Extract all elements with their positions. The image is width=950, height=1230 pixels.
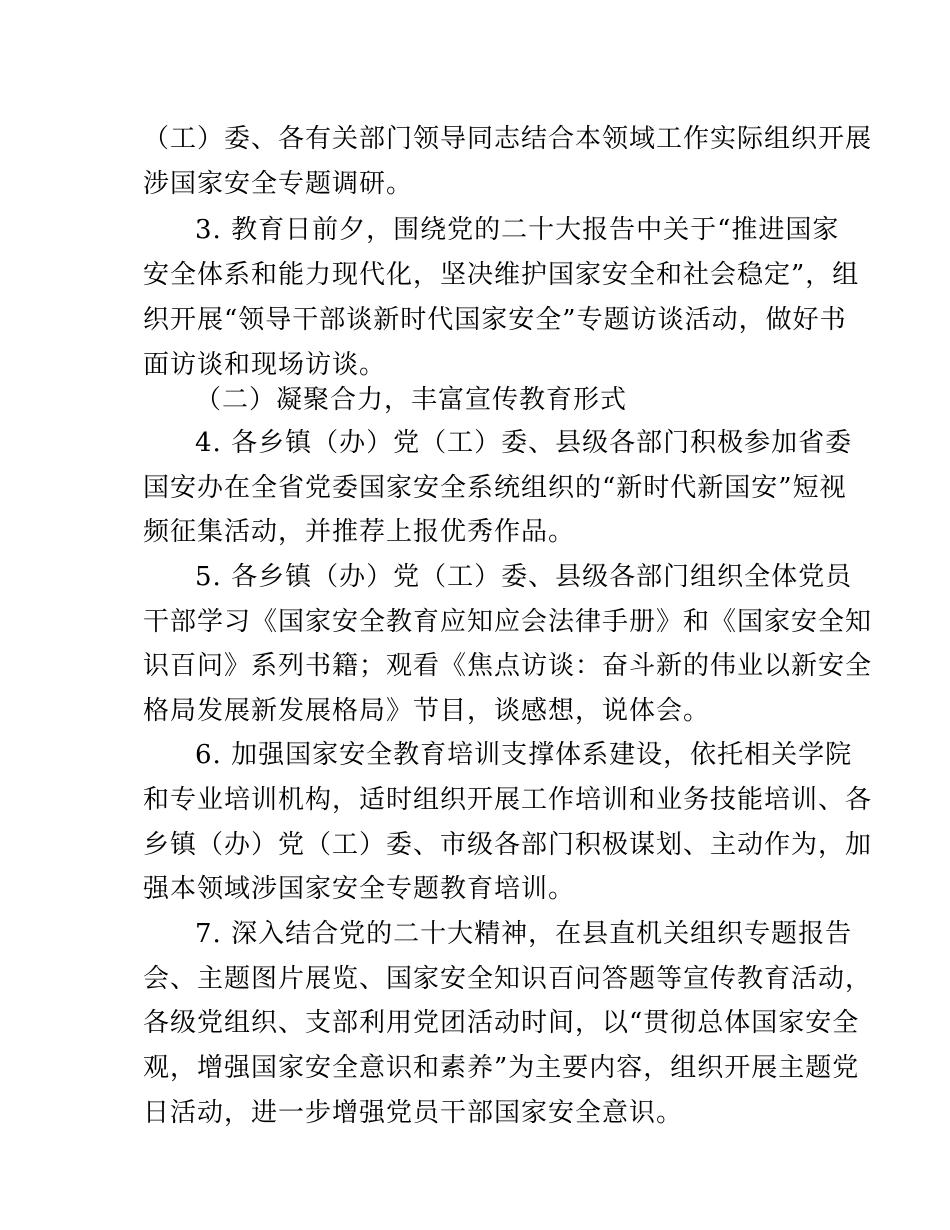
paragraph-line: 强本领域涉国家安全专题教育培训。 (143, 874, 576, 904)
paragraph-line: 7. 深入结合党的二十大精神，在县直机关组织专题报告 (195, 919, 853, 949)
paragraph-line: 3. 教育日前夕，围绕党的二十大报告中关于“推进国家 (195, 215, 840, 245)
paragraph-line: 4. 各乡镇（办）党（工）委、县级各部门积极参加省委 (195, 428, 853, 458)
paragraph-line: 6. 加强国家安全教育培训支撑体系建设，依托相关学院 (195, 740, 853, 770)
paragraph-line: 5. 各乡镇（办）党（工）委、县级各部门组织全体党员 (195, 562, 853, 592)
paragraph-line: （工）委、各有关部门领导同志结合本领域工作实际组织开展 (143, 124, 873, 154)
paragraph-line: 各级党组织、支部利用党团活动时间，以“贯彻总体国家安全 (143, 1008, 860, 1038)
paragraph-line: 国安办在全省党委国家安全系统组织的“新时代新国安”短视 (143, 473, 847, 503)
paragraph-line: 乡镇（办）党（工）委、市级各部门积极谋划、主动作为，加 (143, 830, 873, 860)
paragraph-line: 识百问》系列书籍；观看《焦点访谈：奋斗新的伟业以新安全 (143, 651, 873, 681)
paragraph-line: 观，增强国家安全意识和素养”为主要内容，组织开展主题党 (143, 1053, 860, 1083)
paragraph-line: 频征集活动，并推荐上报优秀作品。 (143, 517, 576, 547)
section-heading: （二）凝聚合力，丰富宣传教育形式 (195, 385, 628, 415)
paragraph-line: 干部学习《国家安全教育应知应会法律手册》和《国家安全知 (143, 607, 873, 637)
paragraph-line: 日活动，进一步增强党员干部国家安全意识。 (143, 1098, 684, 1128)
paragraph-line: 涉国家安全专题调研。 (143, 169, 414, 199)
paragraph-line: 格局发展新发展格局》节目，谈感想，说体会。 (143, 696, 711, 726)
paragraph-line: 织开展“领导干部谈新时代国家安全”专题访谈活动，做好书 (143, 305, 847, 335)
paragraph-line: 安全体系和能力现代化，坚决维护国家安全和社会稳定”，组 (143, 260, 860, 290)
paragraph-line: 和专业培训机构，适时组织开展工作培训和业务技能培训、各 (143, 785, 873, 815)
paragraph-line: 面访谈和现场访谈。 (143, 350, 387, 380)
paragraph-line: 会、主题图片展览、国家安全知识百问答题等宣传教育活动， (143, 964, 873, 994)
